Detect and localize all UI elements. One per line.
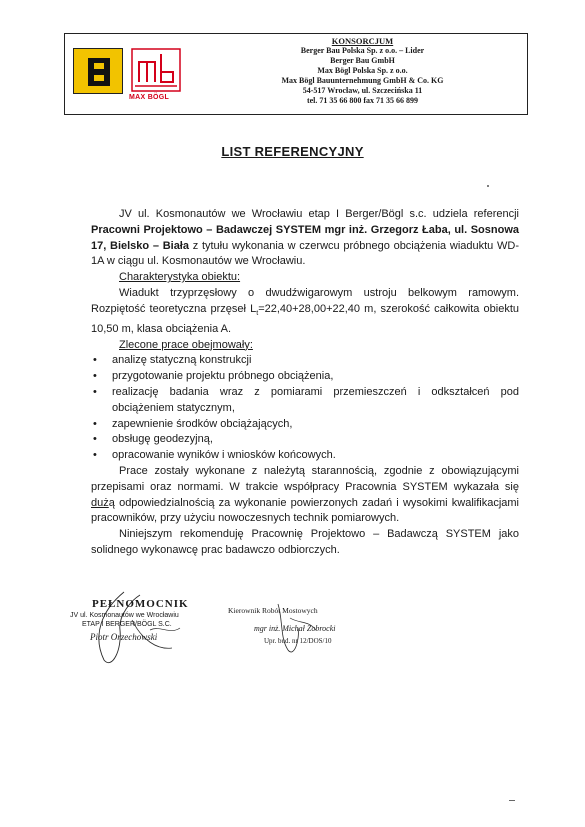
intro-paragraph	[91, 207, 519, 270]
consortium-address: 54-517 Wrocław, ul. Szczecińska 11	[302, 86, 423, 95]
consortium-info	[200, 36, 525, 106]
intro-text-end: z tytułu wykonania w czerwcu próbnego obciążenia wiaduktu WD-1A w ciągu ul. Kosmonautów we Wrocławiu.	[91, 239, 520, 268]
document-title: LIST REFERENCYJNY	[221, 144, 364, 159]
scan-mark	[509, 800, 515, 801]
recommendation-paragraph: Niniejszym rekomenduję Pracownię Projektowo – Badawczą SYSTEM jako solidnego wykonawcę prac badawczo odbiorczych.	[91, 528, 519, 556]
signatory-name: mgr inż. Michał Zobrocki	[254, 624, 336, 633]
list-item: • zapewnienie środków obciążających,	[91, 417, 519, 433]
consortium-line: Max Bögl Bauunternehmung GmbH & Co. KG	[281, 76, 444, 85]
signatory-name: Piotr Orzechowski	[90, 632, 158, 642]
characteristics-text: Wiadukt trzyprzęsłowy o dwudźwigarowym ustroju belkowym ramowym. Rozpiętość teoretyczna przęseł L	[91, 286, 519, 315]
list-item: • opracowanie wyników i wniosków końcowych.	[91, 448, 519, 464]
tasks-heading: Zlecone prace obejmowały:	[119, 338, 253, 351]
quality-text-end: ą odpowiedzialnością za wykonanie powierzonych zadań i wysokimi kwalifikacjami pracowników, przy użyciu nowoczesnych technik pomiarowych.	[91, 496, 519, 525]
tasks-list	[91, 353, 519, 464]
list-item: • obsługę geodezyjną,	[91, 432, 519, 448]
stamp-line: JV ul. Kosmonautów we Wrocławiu	[70, 612, 179, 619]
max-bogl-logo	[131, 48, 181, 92]
underlined-word: duż	[91, 496, 109, 509]
consortium-line: Max Bögl Polska Sp. z o.o.	[317, 66, 408, 75]
company-logos	[73, 46, 193, 102]
signatory-role: Kierownik Robót Mostowych	[228, 606, 318, 615]
signature-stamp-left	[62, 590, 222, 670]
characteristics-text-end: =22,40+28,00+22,40 m, szerokość całkowita obiektu 10,50 m, klasa obciążenia A.	[91, 302, 519, 335]
quality-text: Prace zostały wykonane z należytą starannością, zgodnie z obowiązującymi przepisami oraz normami. W trakcie współpracy Pracownia SYSTEM wykazała się	[91, 464, 519, 493]
letterhead	[64, 33, 528, 115]
tasks-heading-line	[91, 338, 519, 354]
stamp-title: PEŁNOMOCNIK	[92, 598, 189, 610]
consortium-phone: tel. 71 35 66 800 fax 71 35 66 899	[306, 96, 419, 105]
list-item: • analizę statyczną konstrukcji	[91, 353, 519, 369]
permit-number: Upr. bud. nr 12/DOS/10	[264, 637, 332, 645]
consortium-line: Berger Bau Polska Sp. z o.o. – Lider	[300, 46, 425, 55]
characteristics-paragraph	[91, 286, 519, 338]
signature-stamp-right	[228, 600, 368, 660]
berger-bau-logo	[73, 48, 123, 94]
stamp-line: ETAP I BERGER/BÖGL S.C.	[82, 621, 172, 628]
intro-text: JV ul. Kosmonautów we Wrocławiu etap I Berger/Bögl s.c. udziela referencji	[119, 208, 519, 220]
characteristics-heading-line	[91, 270, 519, 286]
list-item: • realizację badania wraz z pomiarami przemieszczeń i odkształceń pod obciążeniem statycznym,	[91, 385, 519, 417]
quality-paragraph	[91, 464, 519, 527]
company-name: Pracowni Projektowo – Badawczej SYSTEM mgr inż. Grzegorz Łaba, ul. Sosnowa 17, Bielsko – Biała	[91, 223, 519, 252]
letter-body	[91, 207, 519, 559]
list-item: • przygotowanie projektu próbnego obciążenia,	[91, 369, 519, 385]
max-bogl-label: MAX BÖGL	[129, 94, 170, 101]
span-subscript: t	[256, 309, 259, 317]
characteristics-heading: Charakterystyka obiektu:	[119, 271, 241, 284]
consortium-title: KONSORCJUM	[331, 36, 394, 46]
scan-speck	[487, 185, 489, 187]
consortium-line: Berger Bau GmbH	[330, 56, 395, 65]
